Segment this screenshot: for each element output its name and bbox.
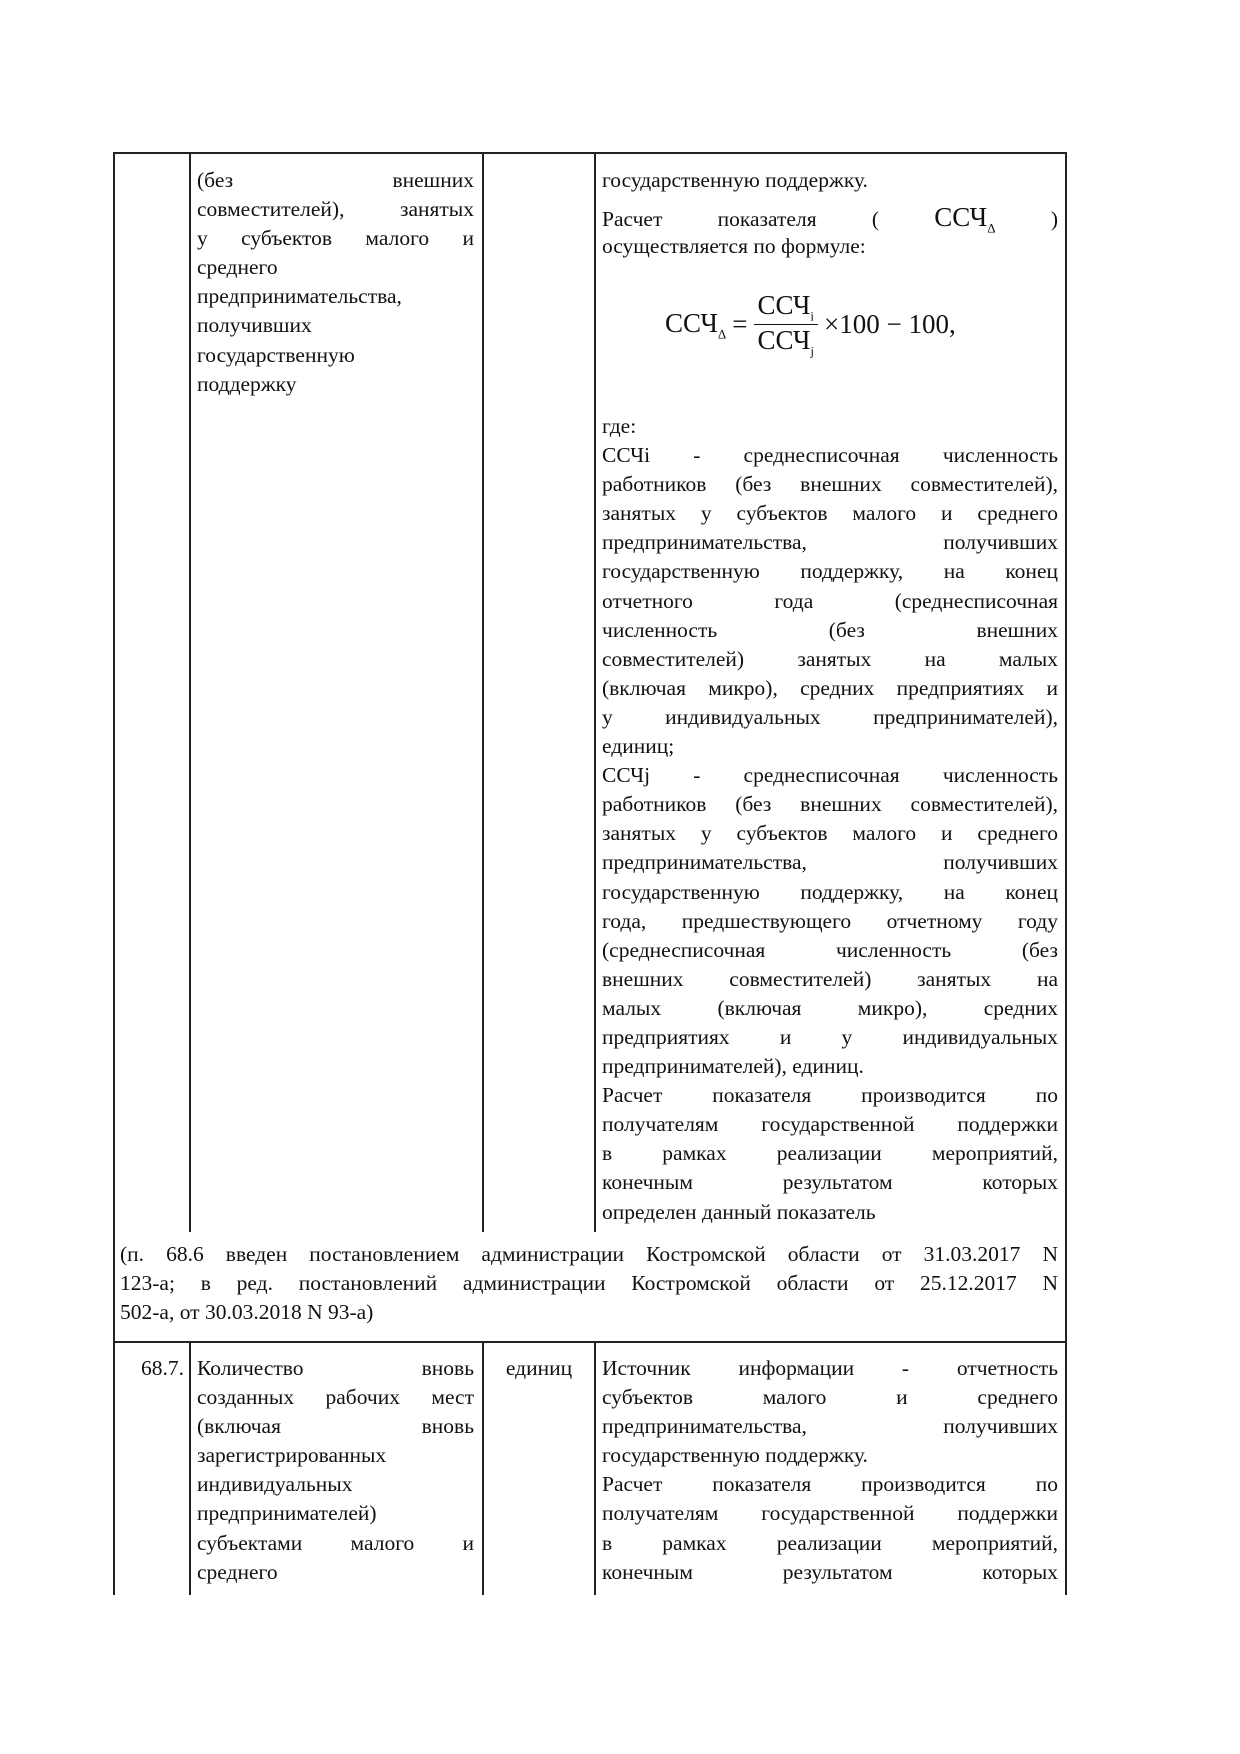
text-line: предпринимательства, [197, 284, 402, 309]
text-line: определен данный показатель [602, 1199, 876, 1224]
text-line: предпринимательства, получивших [602, 1414, 1058, 1439]
text-line: государственную поддержку, на конец [602, 879, 1058, 904]
text-line: среднего [197, 255, 278, 280]
text-line: государственную поддержку. [602, 1443, 868, 1468]
table-border [1065, 152, 1067, 1342]
text-line: предпринимательства, получивших [602, 850, 1058, 875]
text-line: занятых у субъектов малого и среднего [602, 821, 1058, 846]
text-line: поддержку [197, 371, 297, 396]
text-line: внешних совместителей) занятых на [602, 966, 1058, 991]
text-line: ССЧi - среднесписочная численность [602, 443, 1058, 468]
amendment-note [120, 1240, 1058, 1327]
row-divider [113, 1341, 1066, 1343]
formula-denominator: $ССЧ_j$ [757, 325, 815, 359]
text-line: в рамках реализации мероприятий, [602, 1530, 1058, 1555]
calc-symbol: $ССЧ_\Delta$ [934, 202, 996, 236]
indicator-name-cell [197, 1354, 474, 1587]
row-number: 68.7. [141, 1356, 184, 1380]
text-line: получивших [197, 313, 312, 338]
calc-suffix: ) [1050, 207, 1058, 232]
text-line: года, предшествующего отчетному году [602, 908, 1058, 933]
formula-equals: = [732, 309, 748, 340]
text-line: отчетного года (среднесписочная [602, 588, 1058, 613]
text-line: совместителей) занятых на малых [602, 646, 1058, 671]
text-line: государственную поддержку. [602, 168, 868, 192]
text-line: (п. 68.6 введен постановлением администрации Костромской области от 31.03.2017 N [120, 1242, 1058, 1266]
text-line: конечным результатом которых [602, 1559, 1058, 1584]
text-line: где: [602, 414, 637, 438]
text-line: конечным результатом которых [602, 1170, 1058, 1195]
text-line: получателям государственной поддержки [602, 1501, 1058, 1526]
text-line: предпринимательства, получивших [602, 530, 1058, 555]
column-divider [482, 152, 484, 1232]
text-line: ССЧj - среднесписочная численность [602, 763, 1058, 788]
text-line: предпринимателей), единиц. [602, 1054, 864, 1079]
text-line: созданных рабочих мест [197, 1385, 474, 1410]
calc-prefix: Расчет показателя ( [602, 207, 880, 232]
text-line: Расчет показателя производится по [602, 1083, 1058, 1108]
table-border [113, 152, 115, 1232]
method-cell [602, 166, 1058, 261]
text-line: у субъектов малого и [197, 226, 474, 251]
text-line: работников (без внешних совместителей), [602, 472, 1058, 497]
text-line: Расчет показателя производится по [602, 1472, 1058, 1497]
column-divider [594, 1341, 596, 1595]
column-divider [189, 1341, 191, 1595]
text-line: получателям государственной поддержки [602, 1112, 1058, 1137]
text-line: работников (без внешних совместителей), [602, 792, 1058, 817]
text-line: занятых у субъектов малого и среднего [602, 501, 1058, 526]
table-border [113, 1341, 115, 1595]
text-line: осуществляется по формуле: [602, 234, 866, 259]
table-top-border [113, 152, 1066, 154]
text-line: субъектами малого и [197, 1530, 474, 1555]
column-divider [482, 1341, 484, 1595]
unit-cell: единиц [505, 1356, 573, 1380]
text-line: 502-а, от 30.03.2018 N 93-а) [120, 1300, 374, 1325]
text-line: (включая вновь [197, 1414, 474, 1439]
formula-numerator: $ССЧ_i$ [754, 290, 819, 325]
text-line: государственную [197, 342, 355, 367]
text-line: (без внешних [197, 168, 474, 192]
indicator-name-cell [197, 166, 474, 399]
text-line: (включая микро), средних предприятиях и [602, 675, 1058, 700]
table-border [113, 1232, 115, 1342]
text-line: Источник информации - отчетность [602, 1356, 1058, 1380]
text-line: малых (включая микро), средних [602, 995, 1058, 1020]
text-line: совместителей), занятых [197, 197, 474, 222]
text-line: предприятиях и у индивидуальных [602, 1024, 1058, 1049]
text-line: Количество вновь [197, 1356, 474, 1380]
text-line: среднего [197, 1559, 278, 1584]
text-line: единиц; [602, 734, 675, 759]
text-line: государственную поддержку, на конец [602, 559, 1058, 584]
text-line: (среднесписочная численность (без [602, 937, 1058, 962]
formula-lhs: $ССЧ_\Delta$ [665, 307, 727, 342]
text-line: индивидуальных [197, 1472, 353, 1497]
calc-line [602, 202, 1058, 236]
text-line: численность (без внешних [602, 617, 1058, 642]
text-line: субъектов малого и среднего [602, 1385, 1058, 1410]
text-line: 123-а; в ред. постановлений администрации Костромской области от 25.12.2017 N [120, 1271, 1058, 1296]
text-line: зарегистрированных [197, 1443, 387, 1468]
column-divider [594, 152, 596, 1232]
method-cell [602, 1354, 1058, 1587]
method-cell-continued [602, 412, 1058, 1227]
table-border [1065, 1341, 1067, 1595]
formula-fraction [754, 290, 819, 360]
column-divider [189, 152, 191, 1232]
text-line: предпринимателей) [197, 1501, 377, 1526]
formula-rest: ×100 − 100, [824, 309, 956, 340]
formula [665, 290, 956, 360]
text-line: в рамках реализации мероприятий, [602, 1141, 1058, 1166]
text-line: у индивидуальных предпринимателей), [602, 704, 1058, 729]
